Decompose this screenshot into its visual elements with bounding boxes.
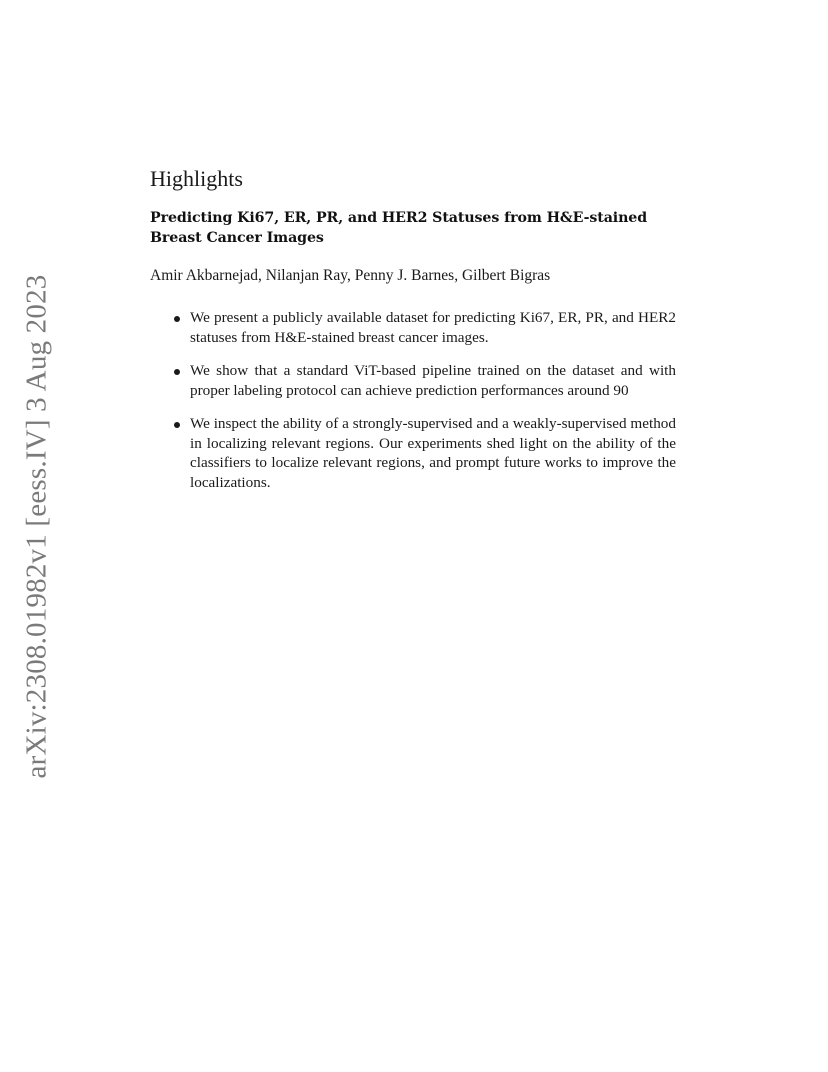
section-title: Highlights bbox=[150, 166, 243, 191]
highlight-item bbox=[150, 361, 676, 400]
highlights-list bbox=[150, 308, 676, 492]
bullet-icon bbox=[174, 369, 180, 375]
arxiv-identifier: arXiv:2308.01982v1 [eess.IV] 3 Aug 2023 bbox=[20, 274, 53, 778]
highlight-item bbox=[150, 308, 676, 347]
bullet-icon bbox=[174, 316, 180, 322]
arxiv-side-stamp bbox=[14, 274, 60, 778]
bullet-icon bbox=[174, 422, 180, 428]
highlight-text: We present a publicly available dataset for predicting Ki67, ER, PR, and HER2 statuses from H&E-stained breast cancer images. bbox=[190, 309, 676, 346]
paper-title: Predicting Ki67, ER, PR, and HER2 Statuses from H&E-stained Breast Cancer Images bbox=[150, 210, 648, 246]
highlight-item bbox=[150, 414, 676, 492]
highlights-page bbox=[150, 164, 676, 506]
highlight-text: We inspect the ability of a strongly-supervised and a weakly-supervised method in localizing relevant regions. Our experiments shed light on the ability of the classifiers to localize relevant regions, and prompt future works to improve the localizations. bbox=[190, 415, 676, 491]
highlight-text: We show that a standard ViT-based pipeline trained on the dataset and with proper labeling protocol can achieve prediction performances around 90 bbox=[190, 362, 676, 399]
author-list: Amir Akbarnejad, Nilanjan Ray, Penny J. Barnes, Gilbert Bigras bbox=[150, 267, 551, 284]
